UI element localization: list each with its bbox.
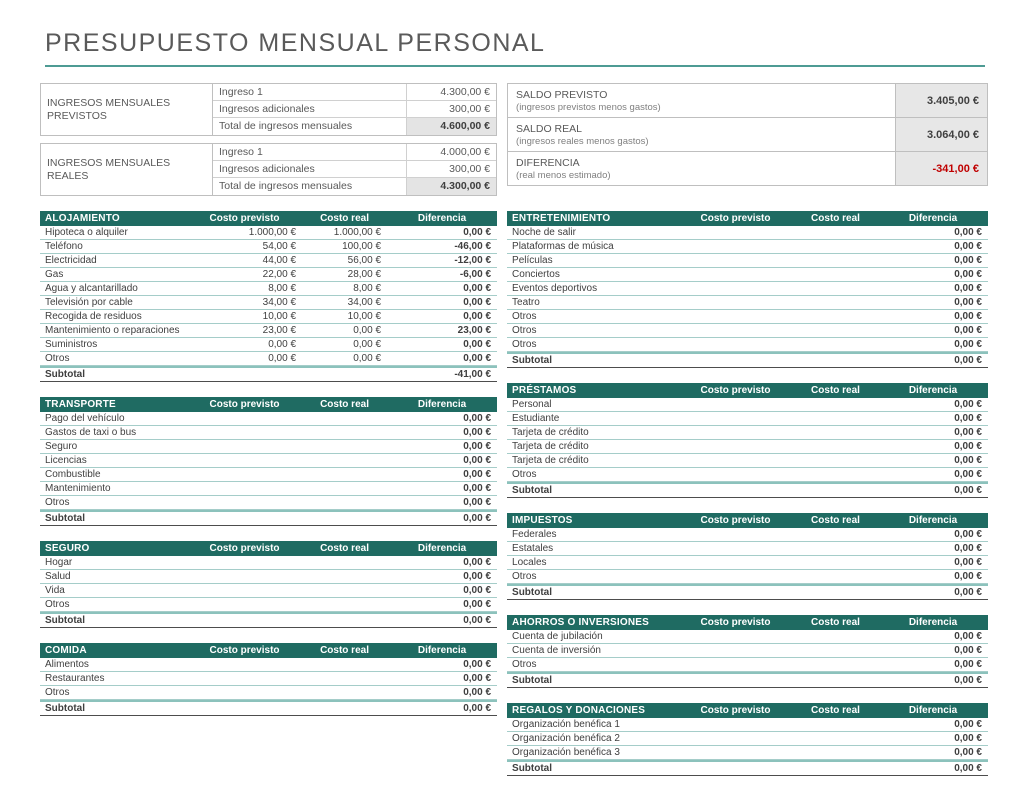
cell-costo-real: 28,00 € xyxy=(347,269,382,280)
table-title: COMIDA xyxy=(45,645,87,656)
table-row xyxy=(507,556,988,570)
table-header-row xyxy=(507,615,988,630)
column-header-diferencia: Diferencia xyxy=(908,515,958,526)
table-row xyxy=(40,496,497,510)
subtotal-row xyxy=(507,760,988,776)
cell-diferencia: 0,00 € xyxy=(954,733,982,744)
income-row-value: 4.300,00 € xyxy=(406,178,496,195)
summary-sublabel: (real menos estimado) xyxy=(516,170,611,181)
row-label: Gas xyxy=(45,269,64,280)
subtotal-diferencia: 0,00 € xyxy=(954,763,982,774)
income-row-label: Ingreso 1 xyxy=(213,144,406,161)
row-label: Combustible xyxy=(45,469,101,480)
column-header-diferencia: Diferencia xyxy=(417,645,467,656)
cell-diferencia: 0,00 € xyxy=(463,227,492,238)
cell-diferencia: 0,00 € xyxy=(954,659,982,670)
column-header-costo-real: Costo real xyxy=(811,515,860,526)
cell-diferencia: -12,00 € xyxy=(454,255,492,266)
income-row-label: Total de ingresos mensuales xyxy=(219,180,353,192)
column-header-costo-real: Costo real xyxy=(811,213,860,224)
cell-costo-real: 8,00 € xyxy=(353,283,382,294)
row-label: Cuenta de jubilación xyxy=(512,631,603,642)
column-header-costo-previsto: Costo previsto xyxy=(209,213,280,224)
row-label: Otros xyxy=(512,571,537,582)
row-label: Locales xyxy=(512,557,547,568)
expense-table-entretenimiento xyxy=(507,211,988,368)
cell-diferencia: 0,00 € xyxy=(954,543,982,554)
expense-table-seguro xyxy=(40,541,497,628)
table-title: IMPUESTOS xyxy=(512,515,573,526)
top-section xyxy=(40,83,988,196)
subtotal-diferencia: 0,00 € xyxy=(463,615,492,626)
row-label: Otros xyxy=(512,659,537,670)
cell-diferencia: 23,00 € xyxy=(457,325,492,336)
cell-diferencia: 0,00 € xyxy=(463,441,492,452)
subtotal-label: Subtotal xyxy=(512,763,553,774)
cell-costo-previsto: 0,00 € xyxy=(268,353,297,364)
cell-diferencia: 0,00 € xyxy=(463,427,492,438)
table-row xyxy=(40,468,497,482)
column-header-costo-previsto: Costo previsto xyxy=(700,385,771,396)
table-row xyxy=(507,268,988,282)
cell-diferencia: 0,00 € xyxy=(954,719,982,730)
table-title: ALOJAMIENTO xyxy=(45,213,120,224)
subtotal-label: Subtotal xyxy=(512,675,553,686)
cell-diferencia: 0,00 € xyxy=(954,529,982,540)
subtotal-row xyxy=(40,366,497,382)
table-row xyxy=(507,338,988,352)
cell-diferencia: 0,00 € xyxy=(954,255,982,266)
expense-table-transporte xyxy=(40,397,497,526)
summary-table xyxy=(507,83,988,186)
subtotal-row xyxy=(507,352,988,368)
cell-costo-real: 10,00 € xyxy=(347,311,382,322)
cell-diferencia: 0,00 € xyxy=(463,585,492,596)
table-row xyxy=(507,658,988,672)
summary-row-saldo-previsto xyxy=(508,84,987,118)
table-row xyxy=(507,310,988,324)
table-row xyxy=(40,324,497,338)
table-row xyxy=(507,718,988,732)
expense-table-ahorros-o-inversiones xyxy=(507,615,988,688)
table-row xyxy=(40,310,497,324)
income-row-label: Ingresos adicionales xyxy=(213,101,406,118)
row-label: Organización benéfica 2 xyxy=(512,733,620,744)
subtotal-row xyxy=(507,482,988,498)
subtotal-diferencia: 0,00 € xyxy=(463,513,492,524)
row-label: Suministros xyxy=(45,339,98,350)
cell-diferencia: 0,00 € xyxy=(954,469,982,480)
row-label: Teatro xyxy=(512,297,540,308)
cell-costo-previsto: 10,00 € xyxy=(262,311,297,322)
cell-diferencia: 0,00 € xyxy=(954,631,982,642)
summary-labels xyxy=(508,118,895,151)
summary-labels xyxy=(508,152,895,185)
cell-diferencia: 0,00 € xyxy=(463,571,492,582)
row-label: Televisión por cable xyxy=(45,297,133,308)
table-row xyxy=(507,746,988,760)
row-label: Vida xyxy=(45,585,65,596)
summary-sublabel: (ingresos previstos menos gastos) xyxy=(516,102,661,113)
table-row xyxy=(40,226,497,240)
table-row xyxy=(40,584,497,598)
cell-diferencia: 0,00 € xyxy=(954,557,982,568)
summary-label: SALDO REAL xyxy=(516,123,582,135)
column-header-costo-real: Costo real xyxy=(811,385,860,396)
row-label: Otros xyxy=(512,325,537,336)
page-title: PRESUPUESTO MENSUAL PERSONAL xyxy=(45,26,985,67)
subtotal-diferencia: 0,00 € xyxy=(463,703,492,714)
income-table-label: INGRESOS MENSUALES PREVISTOS xyxy=(41,84,213,135)
income-row-value: 4.000,00 € xyxy=(406,144,496,161)
cell-diferencia: 0,00 € xyxy=(463,297,492,308)
income-row-label: Ingreso 1 xyxy=(213,84,406,101)
cell-diferencia: 0,00 € xyxy=(463,659,492,670)
expense-table-comida xyxy=(40,643,497,716)
table-header-row xyxy=(507,703,988,718)
column-header-costo-real: Costo real xyxy=(320,213,369,224)
cell-diferencia: 0,00 € xyxy=(954,571,982,582)
cell-costo-previsto: 0,00 € xyxy=(268,339,297,350)
cell-diferencia: 0,00 € xyxy=(463,455,492,466)
cell-costo-real: 100,00 € xyxy=(342,241,382,252)
income-table-label: INGRESOS MENSUALES REALES xyxy=(41,144,213,195)
cell-diferencia: 0,00 € xyxy=(463,673,492,684)
cell-diferencia: 0,00 € xyxy=(463,599,492,610)
table-row xyxy=(507,282,988,296)
cell-diferencia: 0,00 € xyxy=(463,413,492,424)
subtotal-label: Subtotal xyxy=(512,355,553,366)
row-label: Personal xyxy=(512,399,552,410)
column-header-costo-previsto: Costo previsto xyxy=(209,543,280,554)
table-header-row xyxy=(40,397,497,412)
row-label: Licencias xyxy=(45,455,87,466)
cell-diferencia: 0,00 € xyxy=(463,497,492,508)
cell-diferencia: 0,00 € xyxy=(463,483,492,494)
table-row xyxy=(507,528,988,542)
table-header-row xyxy=(40,643,497,658)
income-row-label: Total de ingresos mensuales xyxy=(219,120,353,132)
table-row xyxy=(507,630,988,644)
table-row xyxy=(40,598,497,612)
row-label: Películas xyxy=(512,255,553,266)
cell-diferencia: 0,00 € xyxy=(954,297,982,308)
row-label: Gastos de taxi o bus xyxy=(45,427,137,438)
table-header-row xyxy=(507,513,988,528)
row-label: Electricidad xyxy=(45,255,97,266)
subtotal-label: Subtotal xyxy=(45,513,85,524)
summary-sublabel: (ingresos reales menos gastos) xyxy=(516,136,649,147)
table-row xyxy=(40,352,497,366)
row-label: Teléfono xyxy=(45,241,83,252)
row-label: Pago del vehículo xyxy=(45,413,125,424)
subtotal-label: Subtotal xyxy=(45,615,85,626)
subtotal-diferencia: 0,00 € xyxy=(954,355,982,366)
cell-diferencia: 0,00 € xyxy=(954,399,982,410)
cell-diferencia: 0,00 € xyxy=(463,311,492,322)
column-header-diferencia: Diferencia xyxy=(908,705,958,716)
table-row xyxy=(507,644,988,658)
column-header-costo-real: Costo real xyxy=(811,617,860,628)
subtotal-row xyxy=(40,700,497,716)
table-row xyxy=(40,240,497,254)
summary-labels xyxy=(508,84,895,117)
column-header-costo-real: Costo real xyxy=(320,645,369,656)
table-row xyxy=(507,398,988,412)
income-row-value: 4.300,00 € xyxy=(406,84,496,101)
table-row xyxy=(40,570,497,584)
row-label: Mantenimiento xyxy=(45,483,111,494)
cell-diferencia: 0,00 € xyxy=(463,353,492,364)
cell-diferencia: 0,00 € xyxy=(954,413,982,424)
column-header-diferencia: Diferencia xyxy=(417,543,467,554)
cell-diferencia: 0,00 € xyxy=(463,469,492,480)
table-row xyxy=(507,426,988,440)
column-header-costo-real: Costo real xyxy=(811,705,860,716)
row-label: Mantenimiento o reparaciones xyxy=(45,325,180,336)
summary-value: 3.064,00 € xyxy=(895,118,987,151)
column-header-costo-previsto: Costo previsto xyxy=(700,617,771,628)
table-row xyxy=(40,296,497,310)
table-row xyxy=(507,732,988,746)
cell-diferencia: 0,00 € xyxy=(954,427,982,438)
subtotal-row xyxy=(507,672,988,688)
subtotal-diferencia: 0,00 € xyxy=(954,675,982,686)
table-row xyxy=(40,686,497,700)
subtotal-row xyxy=(40,612,497,628)
cell-costo-real: 0,00 € xyxy=(353,353,382,364)
summary-label: SALDO PREVISTO xyxy=(516,89,608,101)
column-header-diferencia: Diferencia xyxy=(417,399,467,410)
table-row xyxy=(40,282,497,296)
table-row xyxy=(507,226,988,240)
cell-diferencia: 0,00 € xyxy=(954,645,982,656)
table-row xyxy=(507,412,988,426)
table-row xyxy=(40,672,497,686)
table-row xyxy=(40,412,497,426)
row-label: Noche de salir xyxy=(512,227,576,238)
subtotal-diferencia: 0,00 € xyxy=(954,587,982,598)
cell-diferencia: 0,00 € xyxy=(954,269,982,280)
expense-table-impuestos xyxy=(507,513,988,600)
table-title: REGALOS Y DONACIONES xyxy=(512,705,646,716)
cell-diferencia: 0,00 € xyxy=(954,311,982,322)
table-row xyxy=(40,658,497,672)
row-label: Otros xyxy=(45,687,70,698)
table-row xyxy=(507,454,988,468)
income-row-label: Ingresos adicionales xyxy=(213,161,406,178)
table-row xyxy=(507,468,988,482)
column-header-costo-real: Costo real xyxy=(320,399,369,410)
table-row xyxy=(507,324,988,338)
row-label: Eventos deportivos xyxy=(512,283,598,294)
cell-costo-previsto: 34,00 € xyxy=(262,297,297,308)
cell-diferencia: 0,00 € xyxy=(954,747,982,758)
cell-costo-real: 0,00 € xyxy=(353,339,382,350)
income-table-previstos xyxy=(40,83,497,136)
cell-diferencia: 0,00 € xyxy=(463,339,492,350)
row-label: Alimentos xyxy=(45,659,89,670)
column-header-costo-real: Costo real xyxy=(320,543,369,554)
cell-costo-previsto: 1.000,00 € xyxy=(248,227,297,238)
row-label: Otros xyxy=(512,311,537,322)
row-label: Organización benéfica 1 xyxy=(512,719,620,730)
row-label: Plataformas de música xyxy=(512,241,614,252)
cell-diferencia: 0,00 € xyxy=(954,227,982,238)
cell-diferencia: 0,00 € xyxy=(954,241,982,252)
cell-diferencia: 0,00 € xyxy=(954,283,982,294)
subtotal-diferencia: 0,00 € xyxy=(954,485,982,496)
summary-value: -341,00 € xyxy=(895,152,987,185)
expense-table-alojamiento xyxy=(40,211,497,382)
row-label: Otros xyxy=(512,469,537,480)
row-label: Cuenta de inversión xyxy=(512,645,601,656)
table-row xyxy=(40,482,497,496)
table-row xyxy=(507,240,988,254)
row-label: Tarjeta de crédito xyxy=(512,455,589,466)
table-row xyxy=(40,268,497,282)
summary-row-diferencia xyxy=(508,152,987,185)
row-label: Hipoteca o alquiler xyxy=(45,227,128,238)
cell-costo-previsto: 54,00 € xyxy=(262,241,297,252)
expense-column-right xyxy=(507,211,988,791)
row-label: Otros xyxy=(45,599,70,610)
column-header-costo-previsto: Costo previsto xyxy=(700,213,771,224)
table-title: TRANSPORTE xyxy=(45,399,116,410)
table-row xyxy=(507,254,988,268)
row-label: Otros xyxy=(45,353,70,364)
row-label: Salud xyxy=(45,571,71,582)
table-title: ENTRETENIMIENTO xyxy=(512,213,611,224)
row-label: Restaurantes xyxy=(45,673,105,684)
row-label: Recogida de residuos xyxy=(45,311,142,322)
row-label: Agua y alcantarillado xyxy=(45,283,138,294)
column-header-diferencia: Diferencia xyxy=(417,213,467,224)
table-title: SEGURO xyxy=(45,543,90,554)
table-row xyxy=(40,426,497,440)
expense-table-prestamos xyxy=(507,383,988,498)
summary-row-saldo-real xyxy=(508,118,987,152)
table-row xyxy=(507,296,988,310)
table-row xyxy=(40,254,497,268)
table-row xyxy=(507,542,988,556)
row-label: Conciertos xyxy=(512,269,560,280)
column-header-diferencia: Diferencia xyxy=(908,213,958,224)
subtotal-row xyxy=(40,510,497,526)
subtotal-label: Subtotal xyxy=(45,369,85,380)
row-label: Federales xyxy=(512,529,557,540)
summary-value: 3.405,00 € xyxy=(895,84,987,117)
column-header-costo-previsto: Costo previsto xyxy=(209,399,280,410)
table-row xyxy=(40,556,497,570)
cell-costo-real: 1.000,00 € xyxy=(333,227,382,238)
row-label: Organización benéfica 3 xyxy=(512,747,620,758)
row-label: Estudiante xyxy=(512,413,560,424)
cell-costo-previsto: 44,00 € xyxy=(262,255,297,266)
table-row xyxy=(507,570,988,584)
table-title: AHORROS O INVERSIONES xyxy=(512,617,650,628)
cell-diferencia: 0,00 € xyxy=(463,687,492,698)
subtotal-label: Subtotal xyxy=(512,587,553,598)
subtotal-label: Subtotal xyxy=(45,703,85,714)
row-label: Tarjeta de crédito xyxy=(512,427,589,438)
table-row xyxy=(40,454,497,468)
income-table-reales xyxy=(40,143,497,196)
row-label: Otros xyxy=(45,497,70,508)
cell-costo-real: 34,00 € xyxy=(347,297,382,308)
expense-section xyxy=(40,211,988,791)
table-row xyxy=(40,338,497,352)
table-row xyxy=(40,440,497,454)
cell-diferencia: -46,00 € xyxy=(454,241,492,252)
table-header-row xyxy=(40,211,497,226)
cell-diferencia: 0,00 € xyxy=(954,325,982,336)
income-row-value: 300,00 € xyxy=(406,101,496,118)
column-header-diferencia: Diferencia xyxy=(908,385,958,396)
cell-diferencia: -6,00 € xyxy=(459,269,492,280)
row-label: Hogar xyxy=(45,557,73,568)
summary-label: DIFERENCIA xyxy=(516,157,580,169)
row-label: Seguro xyxy=(45,441,78,452)
subtotal-row xyxy=(507,584,988,600)
table-header-row xyxy=(507,211,988,226)
subtotal-label: Subtotal xyxy=(512,485,553,496)
row-label: Estatales xyxy=(512,543,554,554)
income-row-value: 4.600,00 € xyxy=(406,118,496,135)
column-header-diferencia: Diferencia xyxy=(908,617,958,628)
table-title: PRÉSTAMOS xyxy=(512,385,577,396)
cell-costo-previsto: 8,00 € xyxy=(268,283,297,294)
cell-diferencia: 0,00 € xyxy=(463,557,492,568)
cell-costo-previsto: 23,00 € xyxy=(262,325,297,336)
cell-costo-real: 56,00 € xyxy=(347,255,382,266)
income-row-value: 300,00 € xyxy=(406,161,496,178)
expense-column-left xyxy=(40,211,497,731)
cell-costo-real: 0,00 € xyxy=(353,325,382,336)
cell-costo-previsto: 22,00 € xyxy=(262,269,297,280)
cell-diferencia: 0,00 € xyxy=(463,283,492,294)
table-header-row xyxy=(507,383,988,398)
column-header-costo-previsto: Costo previsto xyxy=(700,515,771,526)
expense-table-regalos-y-donaciones xyxy=(507,703,988,776)
cell-diferencia: 0,00 € xyxy=(954,339,982,350)
table-row xyxy=(507,440,988,454)
table-header-row xyxy=(40,541,497,556)
column-header-costo-previsto: Costo previsto xyxy=(700,705,771,716)
column-header-costo-previsto: Costo previsto xyxy=(209,645,280,656)
cell-diferencia: 0,00 € xyxy=(954,441,982,452)
cell-diferencia: 0,00 € xyxy=(954,455,982,466)
row-label: Tarjeta de crédito xyxy=(512,441,589,452)
income-section xyxy=(40,83,497,196)
row-label: Otros xyxy=(512,339,537,350)
subtotal-diferencia: -41,00 € xyxy=(454,369,492,380)
